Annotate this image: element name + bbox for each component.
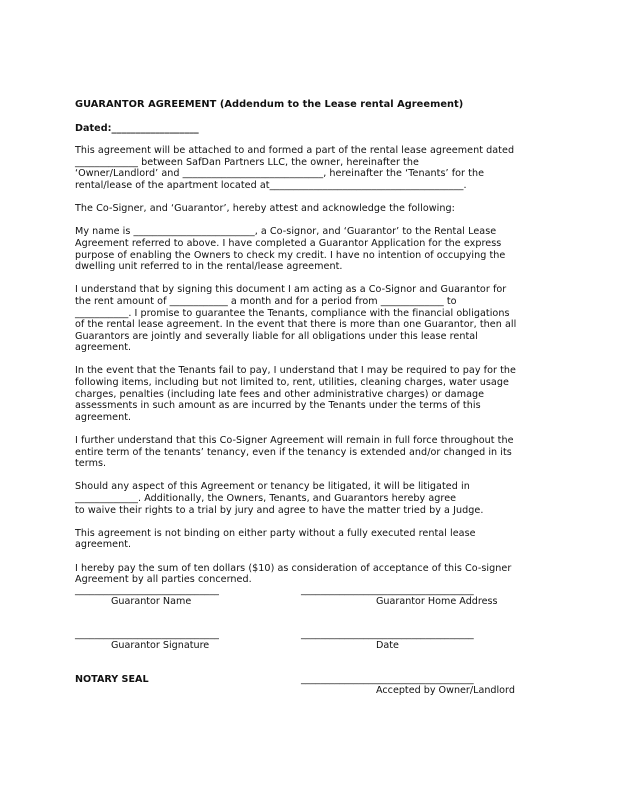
paragraph-my-name [75,226,565,272]
text-line: entire term of the tenants’ tenancy, even if the tenancy is extended and/or changed in its [75,446,512,458]
text-line: I further understand that this Co-Signer Agreement will remain in full force throughout the [75,435,514,447]
guarantor-name-line: ______________________________ [75,585,219,596]
paragraph-consideration [75,563,565,586]
text-line: terms. [75,458,107,470]
dated-field: Dated:__________________ [75,122,199,134]
text-line: agreement. [75,539,132,551]
document-body [75,99,565,597]
guarantor-signature-label: Guarantor Signature [111,640,210,651]
guarantor-name-label: Guarantor Name [111,596,192,607]
text-line: assessments in such amount as are incurred by the Tenants under the terms of this [75,400,481,412]
text-line: This agreement is not binding on either party without a fully executed rental lease [75,527,476,539]
text-line: I understand that by signing this document I am acting as a Co-Signor and Guarantor for [75,284,507,296]
date-label: Date [376,640,399,651]
text-line: _____________ between SafDan Partners LLC, the owner, hereinafter the [75,156,419,168]
paragraph-binding [75,528,565,551]
text-line: following items, including but not limited to, rent, utilities, cleaning charges, water usage [75,377,509,389]
paragraph-attachment [75,145,565,191]
text-line: I hereby pay the sum of ten dollars ($10) as consideration of acceptance of this Co-signer [75,562,512,574]
text-line: Should any aspect of this Agreement or tenancy be litigated, it will be litigated in [75,481,470,493]
paragraph-litigation [75,481,565,516]
text-line: ‘Owner/Landlord’ and _____________________________, hereinafter the ‘Tenants’ for the [75,168,485,180]
text-line: the rent amount of ____________ a month and for a period from _____________ to [75,295,457,307]
paragraph-attest [75,203,565,215]
text-line: ___________. I promise to guarantee the Tenants, compliance with the financial obligations [75,307,510,319]
text-line: dwelling unit referred to in the rental/lease agreement. [75,261,343,273]
guarantor-address-line: ____________________________________ [301,585,474,596]
text-line: rental/lease of the apartment located at________________________________________. [75,179,467,191]
text-line: purpose of enabling the Owners to check my credit. I have no intention of occupying the [75,249,506,261]
text-line: charges, penalties (including late fees and other administrative charges) or damage [75,388,485,400]
text-line: Agreement referred to above. I have completed a Guarantor Application for the express [75,237,502,249]
text-line: Agreement by all parties concerned. [75,574,252,586]
paragraph-full-force [75,435,565,470]
paragraph-understand [75,284,565,354]
guarantor-home-address-label: Guarantor Home Address [376,596,498,607]
text-line: In the event that the Tenants fail to pay, I understand that I may be required to pay for the [75,365,516,377]
document-title: GUARANTOR AGREEMENT (Addendum to the Lease rental Agreement) [75,99,464,110]
paragraph-fail-to-pay [75,365,565,423]
accepted-by-owner-label: Accepted by Owner/Landlord [376,685,515,696]
text-line: of the rental lease agreement. In the event that there is more than one Guarantor, then all [75,319,517,331]
notary-seal-label: NOTARY SEAL [75,674,149,685]
text-line: agreement. [75,411,132,423]
text-line: to waive their rights to a trial by jury and agree to have the matter tried by a Judge. [75,504,484,516]
text-line: _____________. Additionally, the Owners, Tenants, and Guarantors hereby agree [75,493,457,504]
guarantor-signature-line: ______________________________ [75,629,219,640]
text-line: My name is _________________________, a Co-signor, and ‘Guarantor’ to the Rental Lease [75,226,497,238]
text-line: Guarantors are jointly and severally liable for all obligations under this lease rental [75,330,478,342]
date-line: ____________________________________ [301,629,474,640]
text-line: The Co-Signer, and ‘Guarantor’, hereby attest and acknowledge the following: [75,203,455,215]
text-line: This agreement will be attached to and formed a part of the rental lease agreement dated [75,145,515,157]
text-line: agreement. [75,342,132,354]
owner-acceptance-line: ____________________________________ [301,674,474,685]
